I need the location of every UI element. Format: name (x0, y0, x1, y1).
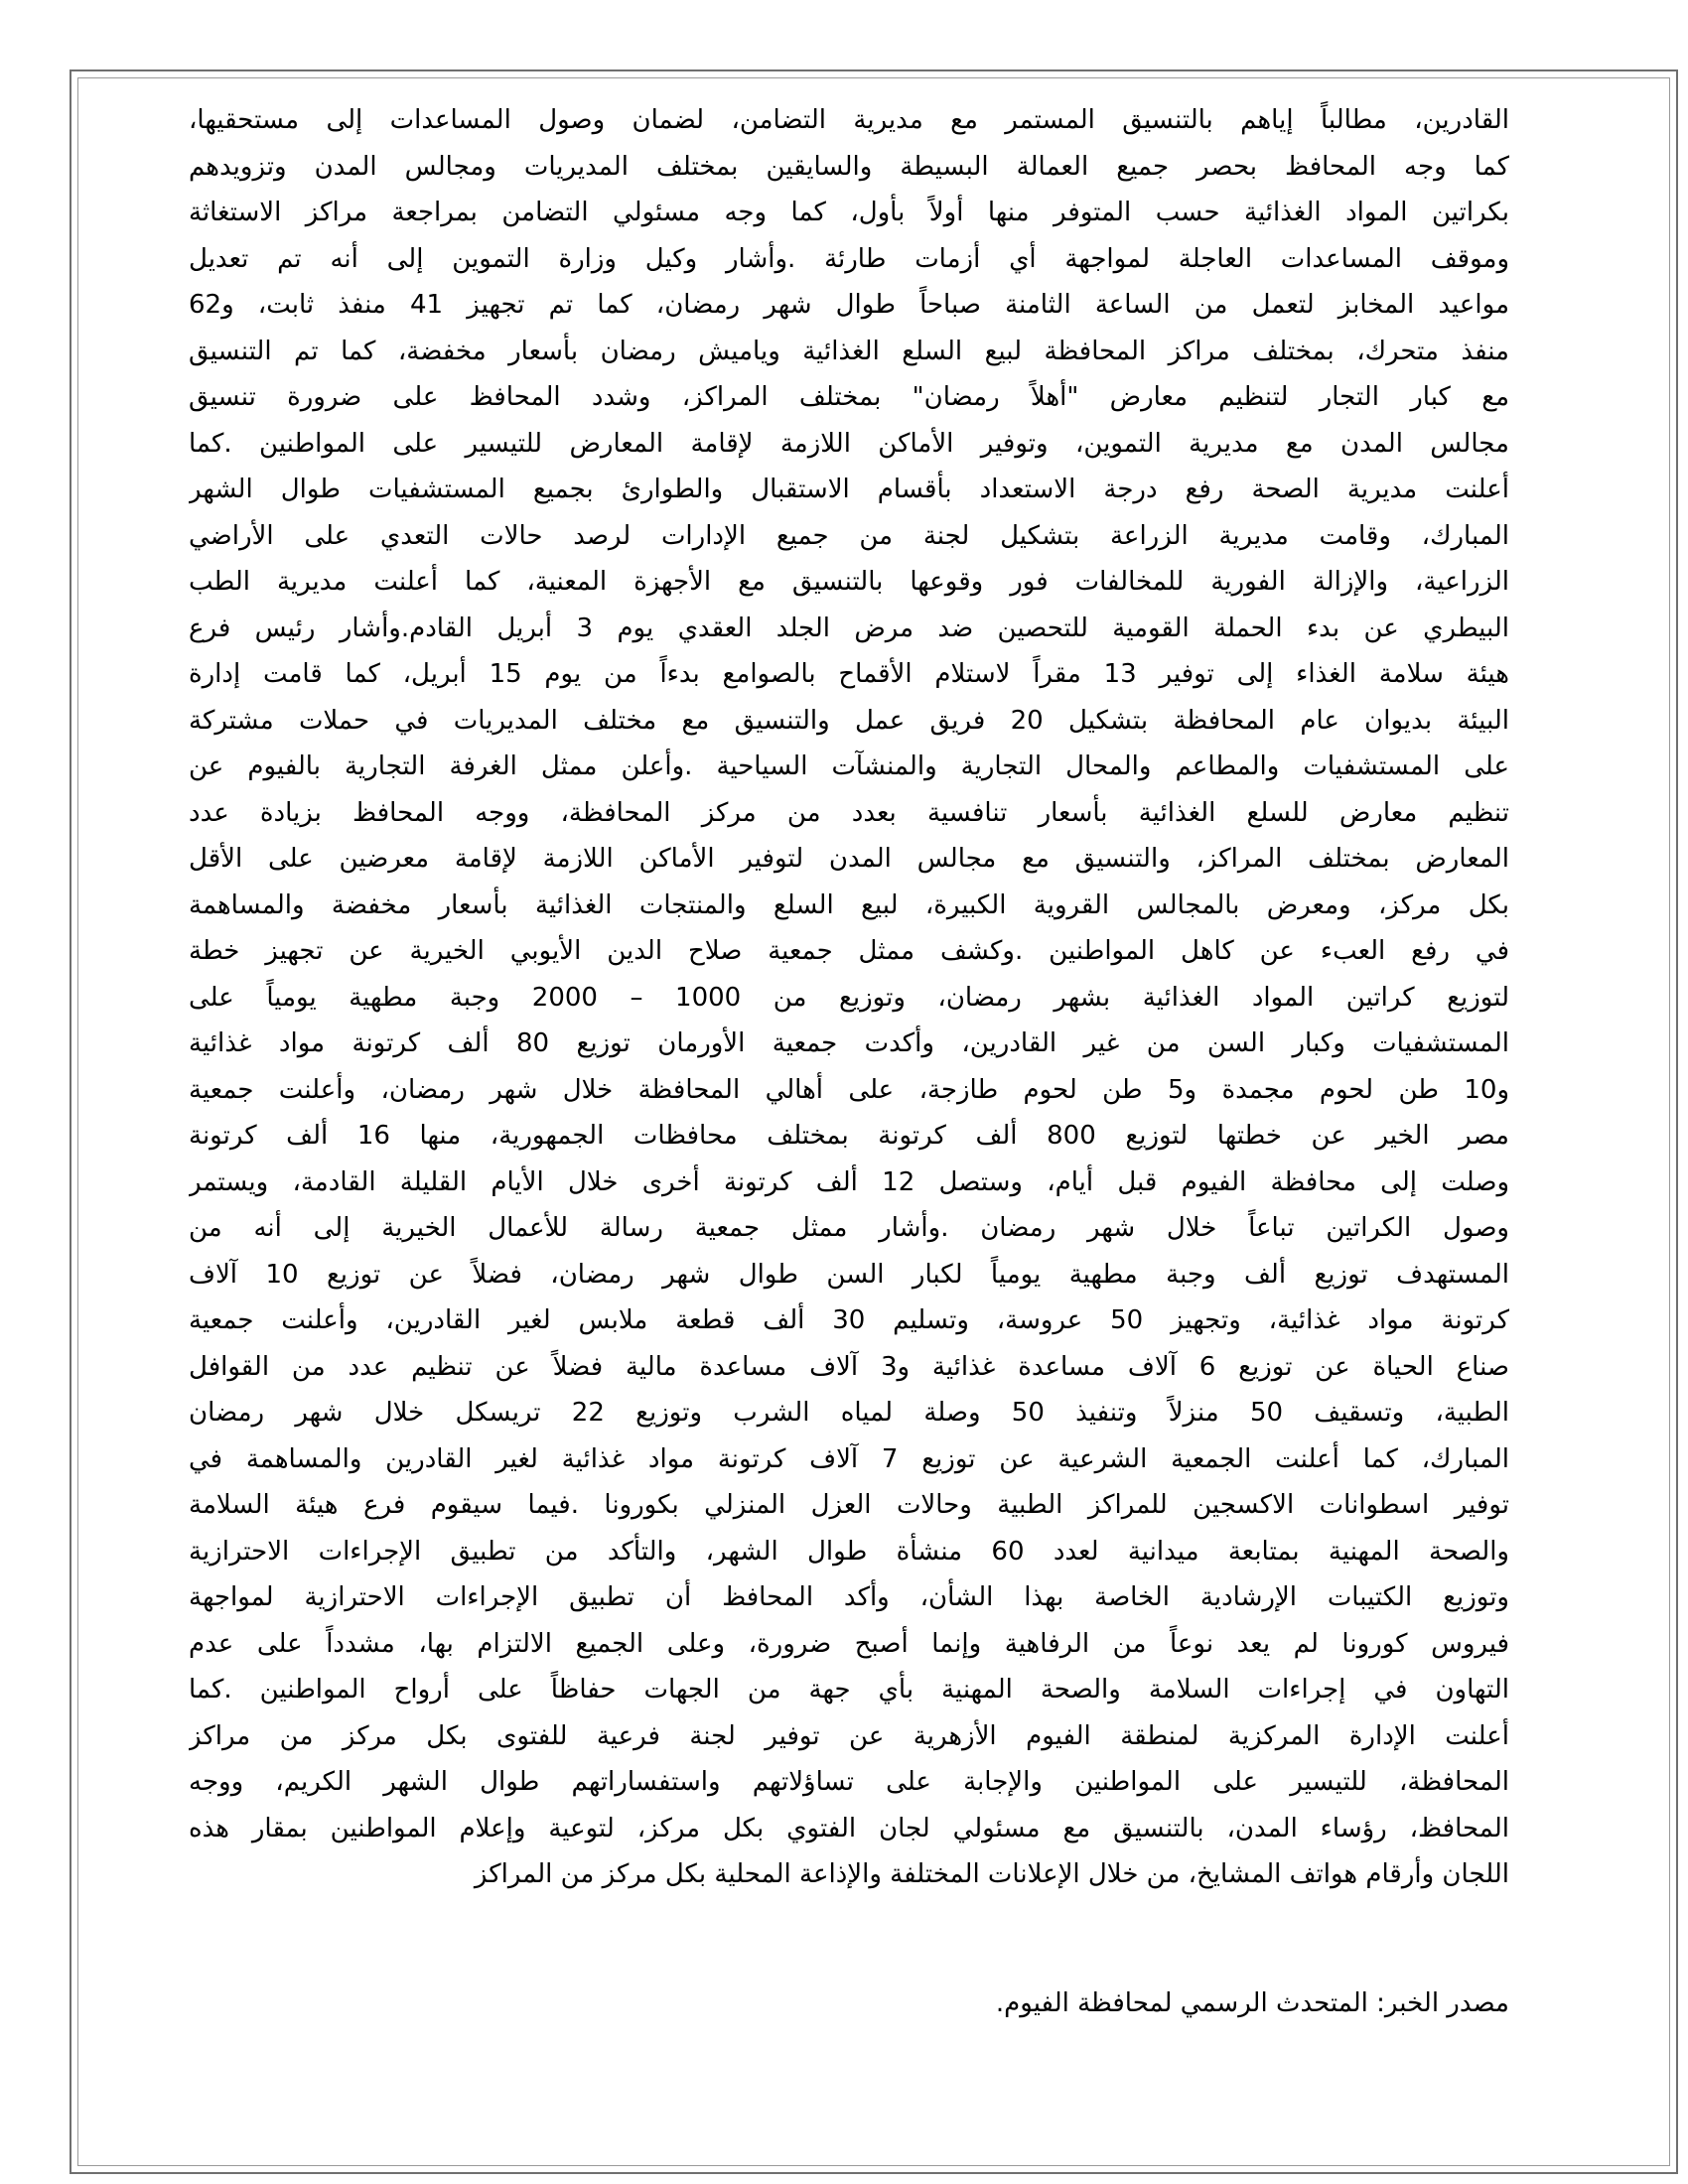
paragraph-line: المحافظة، للتيسير على المواطنين والإجابة على تساؤلاتهم واستفساراتهم طوال الشهر الكريم، ووجه (189, 1767, 1509, 1797)
paragraph-line: الزراعية، والإزالة الفورية للمخالفات فور وقوعها بالتنسيق مع الأجهزة المعنية، كما أعلنت مديرية الطب (189, 567, 1509, 597)
paragraph-line: اللجان وأرقام هواتف المشايخ، من خلال الإعلانات المختلفة والإذاعة المحلية بكل مركز من المراكز (474, 1859, 1509, 1889)
paragraph-line: بكراتين المواد الغذائية حسب المتوفر منها أولاً بأول، كما وجه مسئولي التضامن بمراجعة مراكز الاستغاثة (189, 198, 1509, 227)
paragraph-line: وموقف المساعدات العاجلة لمواجهة أي أزمات طارئة .وأشار وكيل وزارة التموين إلى أنه تم تعديل (189, 243, 1509, 274)
paragraph-line: والصحة المهنية بمتابعة ميدانية لعدد 60 منشأة طوال الشهر، والتأكد من تطبيق الإجراءات الاحترازية (189, 1536, 1509, 1567)
paragraph-line: وتوزيع الكتيبات الإرشادية الخاصة بهذا الشأن، وأكد المحافظ أن تطبيق الإجراءات الاحترازية لمواجهة (189, 1582, 1509, 1612)
paragraph-line: المبارك، كما أعلنت الجمعية الشرعية عن توزيع 7 آلاف كرتونة مواد غذائية لغير القادرين والمساهمة في (189, 1443, 1509, 1474)
paragraph-line: التهاون في إجراءات السلامة والصحة المهنية بأي جهة من الجهات حفاظاً على أرواح المواطنين .كما (189, 1675, 1509, 1705)
paragraph-line: هيئة سلامة الغذاء إلى توفير 13 مقراً لاستلام الأقماح بالصوامع بدءاً من يوم 15 أبريل، كما قامت إدارة (189, 659, 1509, 689)
paragraph-line: كما وجه المحافظ بحصر جميع العمالة البسيطة والسايقين بمختلف المديريات ومجالس المدن وتزويدهم (189, 151, 1509, 182)
paragraph-line: الطبية، وتسقيف 50 منزلاً وتنفيذ 50 وصلة لمياه الشرب وتوزيع 22 تريسكل خلال شهر رمضان (189, 1398, 1509, 1428)
news-source: مصدر الخبر: المتحدث الرسمي لمحافظة الفيوم. (995, 1988, 1509, 2018)
paragraph-line: القادرين، مطالباً إياهم بالتنسيق المستمر مع مديرية التضامن، لضمان وصول المساعدات إلى مستحقيها، (189, 105, 1509, 135)
paragraph-line: في رفع العبء عن كاهل المواطنين .وكشف ممثل جمعية صلاح الدين الأيوبي الخيرية عن تجهيز خطة (189, 936, 1509, 966)
paragraph-line: على المستشفيات والمطاعم والمحال التجارية والمنشآت السياحية .وأعلن ممثل الغرفة التجارية بالفيوم عن (189, 751, 1509, 781)
paragraph-line: أعلنت الإدارة المركزية لمنطقة الفيوم الأزهرية عن توفير لجنة فرعية للفتوى بكل مركز من مراكز (189, 1720, 1509, 1751)
paragraph-line: مع كبار التجار لتنظيم معارض "أهلاً رمضان" بمختلف المراكز، وشدد المحافظ على ضرورة تنسيق (189, 382, 1509, 412)
paragraph-line: المبارك، وقامت مديرية الزراعة بتشكيل لجنة من جميع الإدارات لرصد حالات التعدي على الأراضي (189, 520, 1509, 551)
paragraph-line: وصول الكراتين تباعاً خلال شهر رمضان .وأشار ممثل جمعية رسالة للأعمال الخيرية إلى أنه من (189, 1213, 1509, 1243)
paragraph-line: البيئة بديوان عام المحافظة بتشكيل 20 فريق عمل والتنسيق مع مختلف المديريات في حملات مشتركة (189, 705, 1509, 736)
paragraph-line: لتوزيع كراتين المواد الغذائية بشهر رمضان، وتوزيع من 1000 – 2000 وجبة مطهية يومياً على (189, 982, 1509, 1013)
paragraph-line: البيطري عن بدء الحملة القومية للتحصين ضد مرض الجلد العقدي يوم 3 أبريل القادم.وأشار رئيس فرع (189, 613, 1509, 643)
paragraph-line: المستشفيات وكبار السن من غير القادرين، وأكدت جمعية الأورمان توزيع 80 ألف كرتونة مواد غذائية (189, 1028, 1509, 1058)
paragraph-line: صناع الحياة عن توزيع 6 آلاف مساعدة غذائية و3 آلاف مساعدة مالية فضلاً عن تنظيم عدد من القوافل (189, 1351, 1509, 1382)
paragraph-line: وصلت إلى محافظة الفيوم قبل أيام، وستصل 12 ألف كرتونة أخرى خلال الأيام القليلة القادمة، ويستمر (189, 1166, 1509, 1197)
paragraph-line: كرتونة مواد غذائية، وتجهيز 50 عروسة، وتسليم 30 ألف قطعة ملابس لغير القادرين، وأعلنت جمعية (189, 1305, 1509, 1335)
paragraph-line: أعلنت مديرية الصحة رفع درجة الاستعداد بأقسام الاستقبال والطوارئ بجميع المستشفيات طوال الشهر (189, 475, 1509, 504)
paragraph-line: المحافظ، رؤساء المدن، بالتنسيق مع مسئولي لجان الفتوي بكل مركز، لتوعية وإعلام المواطنين بمقار هذه (189, 1813, 1509, 1843)
paragraph-line: بكل مركز، ومعرض بالمجالس القروية الكبيرة، لبيع السلع والمنتجات الغذائية بأسعار مخفضة والمساهمة (189, 889, 1509, 920)
paragraph-line: منفذ متحرك، بمختلف مراكز المحافظة لبيع السلع الغذائية وياميش رمضان بأسعار مخفضة، كما تم التنسيق (189, 336, 1509, 366)
paragraph-line: مصر الخير عن خطتها لتوزيع 800 ألف كرتونة بمختلف محافظات الجمهورية، منها 16 ألف كرتونة (189, 1121, 1509, 1151)
article-body (189, 97, 1509, 1898)
paragraph-line: تنظيم معارض للسلع الغذائية بأسعار تنافسية بعدد من مركز المحافظة، ووجه المحافظ بزيادة عدد (189, 797, 1509, 828)
paragraph-line: فيروس كورونا لم يعد نوعاً من الرفاهية وإنما أصبح ضرورة، وعلى الجميع الالتزام بها، مشدداً على عدم (189, 1628, 1509, 1659)
paragraph-line: المستهدف توزيع ألف وجبة مطهية يومياً لكبار السن طوال شهر رمضان، فضلاً عن توزيع 10 آلاف (189, 1259, 1509, 1290)
paragraph-line: توفير اسطوانات الاكسجين للمراكز الطبية وحالات العزل المنزلي بكورونا .فيما سيقوم فرع هيئة السلامة (189, 1490, 1509, 1520)
paragraph-line: و10 طن لحوم مجمدة و5 طن لحوم طازجة، على أهالي المحافظة خلال شهر رمضان، وأعلنت جمعية (189, 1074, 1509, 1105)
paragraph-line: المعارض بمختلف المراكز، والتنسيق مع مجالس المدن لتوفير الأماكن اللازمة لإقامة معرضين على الأقل (189, 844, 1509, 874)
paragraph-line: مواعيد المخابز لتعمل من الساعة الثامنة صباحاً طوال شهر رمضان، كما تم تجهيز 41 منفذ ثابت، و62 (189, 290, 1509, 320)
paragraph-line: مجالس المدن مع مديرية التموين، وتوفير الأماكن اللازمة لإقامة المعارض للتيسير على المواطنين .كما (189, 428, 1509, 459)
